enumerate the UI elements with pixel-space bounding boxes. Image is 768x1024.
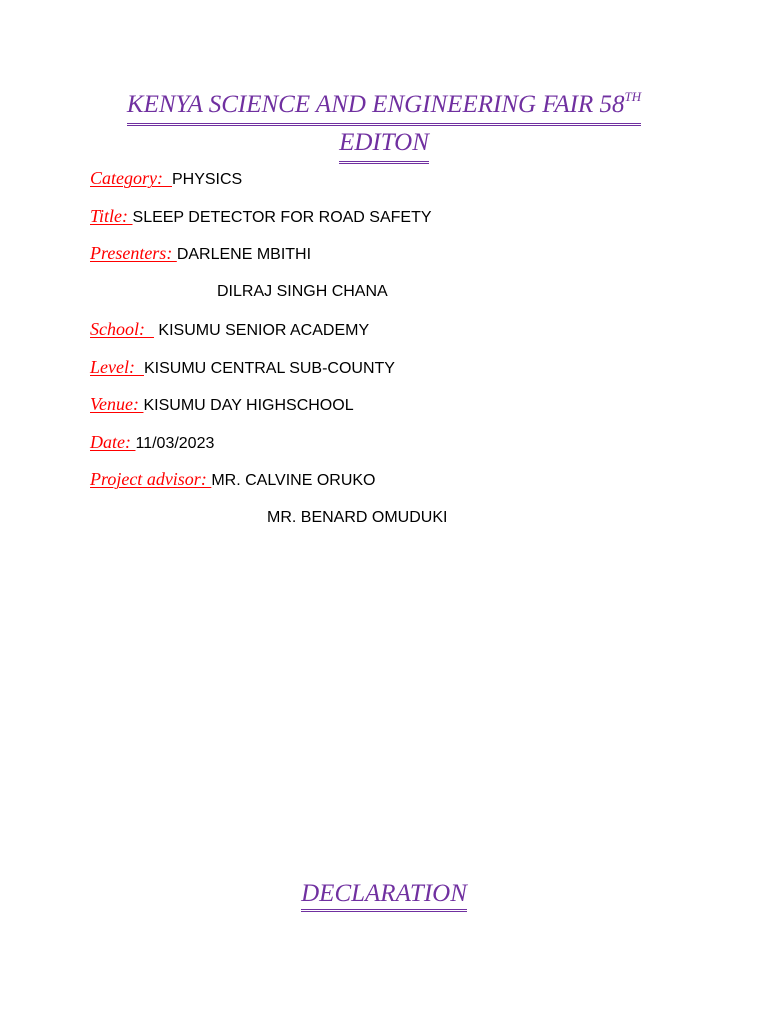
heading-line-2: EDITON — [339, 126, 429, 164]
category-value: PHYSICS — [171, 171, 243, 188]
advisor-value-2: MR. BENARD OMUDUKI — [267, 509, 448, 526]
heading-superscript: TH — [624, 89, 642, 104]
level-value: KISUMU CENTRAL SUB-COUNTY — [143, 360, 395, 377]
advisor-label: Project advisor: — [90, 469, 212, 489]
presenters-value-2: DILRAJ SINGH CHANA — [217, 283, 388, 300]
heading-line-1 — [127, 88, 641, 126]
declaration-heading — [0, 880, 768, 912]
title-value: SLEEP DETECTOR FOR ROAD SAFETY — [132, 209, 432, 226]
venue-label: Venue: — [90, 394, 144, 414]
date-value: 11/03/2023 — [135, 435, 215, 452]
venue-value: KISUMU DAY HIGHSCHOOL — [143, 397, 354, 414]
advisor-value-1: MR. CALVINE ORUKO — [211, 472, 376, 489]
school-value: KISUMU SENIOR ACADEMY — [153, 322, 370, 339]
school-label: School: — [90, 319, 154, 339]
declaration-text: DECLARATION — [301, 880, 467, 912]
presenters-row — [90, 243, 311, 271]
heading-text-1: KENYA SCIENCE AND ENGINEERING FAIR 58 — [126, 91, 625, 118]
document-heading — [0, 88, 768, 164]
level-label: Level: — [90, 357, 144, 377]
venue-row — [90, 394, 354, 422]
category-label: Category: — [90, 168, 172, 188]
presenters-value-1: DARLENE MBITHI — [176, 246, 312, 263]
title-label: Title: — [90, 206, 133, 226]
level-row — [90, 357, 395, 385]
advisor-row — [90, 469, 375, 497]
school-row — [90, 319, 369, 347]
presenters-label: Presenters: — [90, 243, 177, 263]
category-row — [90, 168, 242, 196]
title-row — [90, 206, 432, 234]
date-label: Date: — [90, 432, 136, 452]
date-row — [90, 432, 214, 460]
